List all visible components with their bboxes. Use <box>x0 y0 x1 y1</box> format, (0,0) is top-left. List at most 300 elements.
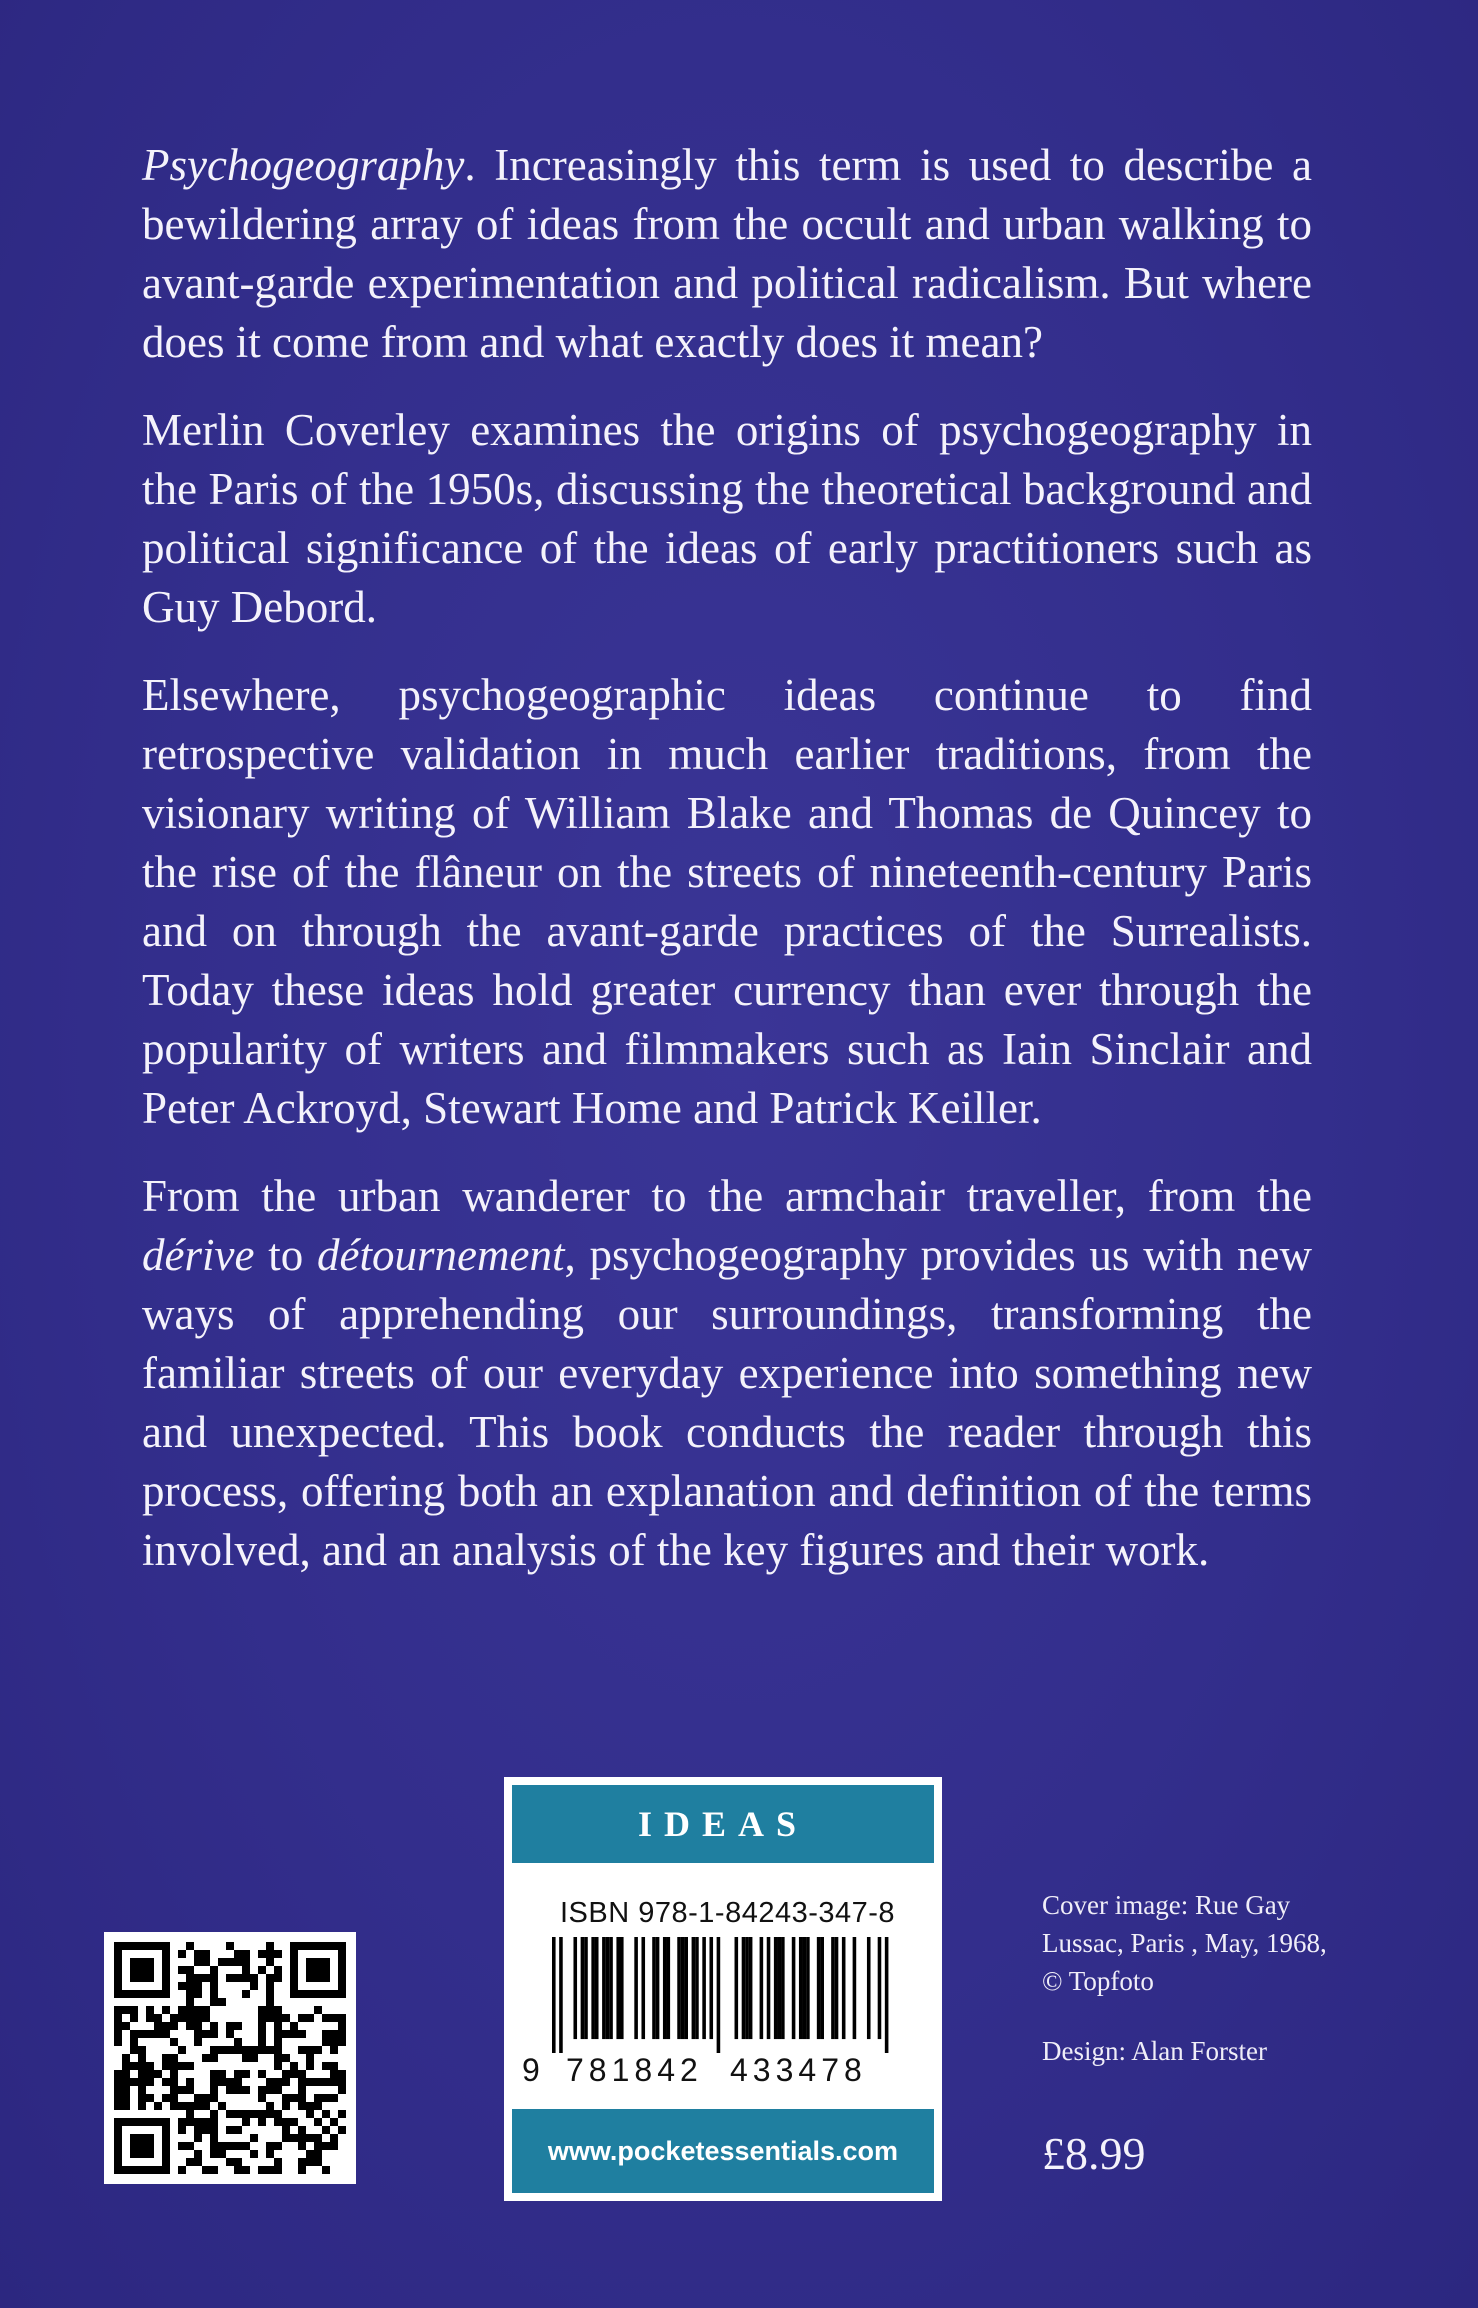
barcode-bar <box>584 1937 588 2039</box>
qr-module <box>130 2014 138 2022</box>
qr-module <box>114 2102 122 2110</box>
qr-module <box>122 2006 130 2014</box>
qr-module <box>298 2070 306 2078</box>
qr-module <box>154 2070 162 2078</box>
qr-module <box>258 2030 266 2038</box>
qr-module <box>194 2030 202 2038</box>
qr-module <box>322 2166 330 2174</box>
barcode-bar <box>620 1937 624 2039</box>
qr-module <box>234 2166 242 2174</box>
qr-module <box>186 1942 194 1950</box>
barcode-bar <box>656 1937 660 2039</box>
qr-module <box>338 2022 346 2030</box>
qr-module <box>162 2022 170 2030</box>
qr-module <box>210 2150 218 2158</box>
qr-module <box>314 2006 322 2014</box>
qr-module <box>314 2078 322 2086</box>
qr-module <box>290 2134 298 2142</box>
qr-module <box>210 2110 218 2118</box>
price: £8.99 <box>1042 2128 1146 2179</box>
qr-module <box>170 2022 178 2030</box>
qr-module <box>274 1950 282 1958</box>
qr-module <box>178 2086 186 2094</box>
barcode-bar <box>853 1937 857 2039</box>
qr-module <box>186 1990 194 1998</box>
qr-module <box>258 2014 266 2022</box>
qr-module <box>226 2078 234 2086</box>
qr-module <box>266 1982 274 1990</box>
barcode-bar <box>806 1937 810 2039</box>
qr-module <box>186 1974 194 1982</box>
barcode-digits <box>512 2052 934 2088</box>
qr-module <box>322 2078 330 2086</box>
qr-module <box>178 2142 186 2150</box>
qr-module <box>266 1942 274 1950</box>
qr-module <box>274 2062 282 2070</box>
barcode-bar <box>817 1937 821 2039</box>
qr-module <box>330 2094 338 2102</box>
qr-module <box>154 2030 162 2038</box>
qr-module <box>234 2110 242 2118</box>
qr-module <box>162 2062 170 2070</box>
qr-module <box>258 2006 266 2014</box>
qr-module <box>290 2062 298 2070</box>
qr-module <box>306 2102 314 2110</box>
qr-module <box>330 2118 338 2126</box>
qr-module <box>154 2022 162 2030</box>
barcode-bar <box>709 1937 713 2039</box>
qr-module <box>122 2070 130 2078</box>
qr-module <box>242 1990 250 1998</box>
qr-module <box>122 2022 130 2030</box>
qr-module <box>210 2094 218 2102</box>
qr-module <box>114 2086 122 2094</box>
qr-module <box>194 1990 202 1998</box>
qr-module <box>114 2022 122 2030</box>
qr-module <box>274 2166 282 2174</box>
qr-module <box>202 2054 210 2062</box>
qr-module <box>274 2118 282 2126</box>
qr-module <box>338 2078 346 2086</box>
blurb-paragraph-4-text-c: , psychogeography provides us with new ways of apprehending our surroundings, transforming the familiar streets of our everyday experience into something new and unexpected. This book conducts the reader through this process, offering both an explanation and definition of the terms involved, and an analysis of the key figures and their work. <box>142 1230 1312 1575</box>
qr-module <box>178 2126 186 2134</box>
qr-module <box>266 2006 274 2014</box>
qr-module <box>282 2014 290 2022</box>
qr-module <box>274 1966 282 1974</box>
blurb-paragraph-1-text: . Increasingly this term is used to describe a bewildering array of ideas from the occult and urban walking to avant-garde experimentation and political radicalism. But where does it come from and what exactly does it mean? <box>142 140 1312 367</box>
qr-module <box>138 2062 146 2070</box>
qr-module <box>186 1966 194 1974</box>
qr-module <box>234 2158 242 2166</box>
qr-module <box>130 2038 138 2046</box>
term-detournement: détournement <box>317 1230 565 1280</box>
qr-module <box>234 2046 242 2054</box>
barcode-digit-group-2: 433478 <box>730 2052 867 2088</box>
qr-module <box>194 2118 202 2126</box>
qr-module <box>226 1974 234 1982</box>
barcode-bar <box>606 1937 610 2039</box>
qr-module <box>210 2118 218 2126</box>
qr-module <box>162 2030 170 2038</box>
publisher-url: www.pocketessentials.com <box>512 2109 934 2193</box>
qr-module <box>170 2102 178 2110</box>
qr-module <box>186 2110 194 2118</box>
qr-module <box>266 1958 274 1966</box>
barcode-bar <box>663 1937 667 2039</box>
qr-module <box>178 1966 186 1974</box>
qr-module <box>338 2110 346 2118</box>
qr-module <box>210 2070 218 2078</box>
qr-module <box>314 2150 322 2158</box>
qr-module <box>186 2102 194 2110</box>
qr-module <box>338 2070 346 2078</box>
qr-module <box>266 2142 274 2150</box>
qr-module <box>210 2046 218 2054</box>
qr-module <box>242 1950 250 1958</box>
qr-module <box>282 2070 290 2078</box>
qr-code-image <box>114 1942 346 2174</box>
qr-module <box>130 2006 138 2014</box>
qr-module <box>202 2030 210 2038</box>
qr-module <box>290 2070 298 2078</box>
qr-module <box>226 2158 234 2166</box>
qr-module <box>314 2134 322 2142</box>
qr-module <box>322 2030 330 2038</box>
qr-module <box>226 2022 234 2030</box>
qr-module <box>298 2126 306 2134</box>
qr-module <box>138 2030 146 2038</box>
qr-module <box>114 2070 122 2078</box>
qr-module <box>210 2126 218 2134</box>
qr-module <box>266 2102 274 2110</box>
qr-module <box>330 2134 338 2142</box>
qr-module <box>122 2094 130 2102</box>
barcode-bar <box>781 1937 785 2039</box>
qr-finder-center <box>306 1958 330 1982</box>
qr-module <box>178 2046 186 2054</box>
book-title-italic: Psychogeography <box>142 140 465 190</box>
qr-module <box>242 2054 250 2062</box>
series-label: IDEAS <box>512 1785 934 1863</box>
qr-module <box>298 2094 306 2102</box>
qr-module <box>242 2118 250 2126</box>
qr-module <box>298 2102 306 2110</box>
qr-module <box>202 2166 210 2174</box>
qr-module <box>194 2102 202 2110</box>
qr-module <box>162 2078 170 2086</box>
qr-module <box>186 2022 194 2030</box>
qr-module <box>226 2086 234 2094</box>
qr-module <box>122 2054 130 2062</box>
qr-module <box>338 2038 346 2046</box>
qr-module <box>282 2102 290 2110</box>
qr-module <box>250 2150 258 2158</box>
qr-module <box>314 2142 322 2150</box>
qr-module <box>114 2014 122 2022</box>
qr-module <box>306 2046 314 2054</box>
qr-module <box>298 2086 306 2094</box>
qr-module <box>274 2022 282 2030</box>
qr-module <box>178 2006 186 2014</box>
qr-module <box>242 2110 250 2118</box>
qr-module <box>242 2046 250 2054</box>
qr-module <box>194 2006 202 2014</box>
qr-module <box>130 2046 138 2054</box>
qr-module <box>186 1982 194 1990</box>
qr-module <box>202 2006 210 2014</box>
qr-module <box>330 2062 338 2070</box>
qr-module <box>202 1950 210 1958</box>
qr-module <box>266 2110 274 2118</box>
qr-module <box>138 2054 146 2062</box>
qr-module <box>202 2094 210 2102</box>
qr-module <box>146 2014 154 2022</box>
qr-module <box>226 1942 234 1950</box>
qr-module <box>210 1974 218 1982</box>
qr-module <box>178 1982 186 1990</box>
blurb-paragraph-4 <box>142 1167 1312 1580</box>
qr-module <box>186 2006 194 2014</box>
qr-module <box>234 2070 242 2078</box>
qr-module <box>282 2054 290 2062</box>
blurb-paragraph-4-text-a: From the urban wanderer to the armchair traveller, from the <box>142 1171 1312 1221</box>
qr-module <box>298 2078 306 2086</box>
qr-module <box>194 2022 202 2030</box>
qr-module <box>138 2102 146 2110</box>
barcode-bar <box>842 1937 846 2039</box>
qr-module <box>242 2166 250 2174</box>
qr-module <box>170 2070 178 2078</box>
qr-module <box>210 1990 218 1998</box>
qr-module <box>210 1966 218 1974</box>
qr-module <box>250 2046 258 2054</box>
qr-module <box>258 2038 266 2046</box>
qr-module <box>330 2078 338 2086</box>
qr-module <box>298 2142 306 2150</box>
barcode-bar <box>677 1937 681 2039</box>
barcode-bar <box>702 1937 706 2039</box>
qr-module <box>210 2078 218 2086</box>
qr-module <box>258 1966 266 1974</box>
qr-module <box>250 2054 258 2062</box>
qr-module <box>138 2094 146 2102</box>
qr-module <box>194 1982 202 1990</box>
qr-module <box>226 2110 234 2118</box>
qr-module <box>234 2038 242 2046</box>
qr-module <box>274 1974 282 1982</box>
qr-module <box>138 2078 146 2086</box>
qr-module <box>202 2118 210 2126</box>
barcode-bar <box>573 1937 577 2039</box>
qr-module <box>330 2070 338 2078</box>
barcode-bar <box>552 1937 556 2053</box>
qr-module <box>306 2150 314 2158</box>
qr-module <box>274 2054 282 2062</box>
barcode-bar <box>581 1937 585 2039</box>
qr-module <box>178 2166 186 2174</box>
qr-module <box>298 2030 306 2038</box>
qr-module <box>322 2038 330 2046</box>
cover-image-credit: Cover image: Rue Gay Lussac, Paris , May, 1968, © Topfoto <box>1042 1890 1327 1996</box>
qr-module <box>146 2078 154 2086</box>
qr-module <box>218 2070 226 2078</box>
qr-module <box>210 2166 218 2174</box>
barcode-bar <box>667 1937 671 2039</box>
qr-module <box>282 2118 290 2126</box>
qr-module <box>114 2030 122 2038</box>
qr-module <box>242 2142 250 2150</box>
qr-module <box>170 2078 178 2086</box>
qr-module <box>226 2046 234 2054</box>
barcode-bar <box>735 1937 739 2039</box>
qr-module <box>210 2134 218 2142</box>
barcode-bar <box>885 1937 889 2053</box>
qr-module <box>194 1950 202 1958</box>
qr-module <box>130 2030 138 2038</box>
qr-module <box>274 2110 282 2118</box>
qr-module <box>322 2142 330 2150</box>
qr-module <box>242 1974 250 1982</box>
qr-module <box>306 2054 314 2062</box>
qr-module <box>314 2094 322 2102</box>
barcode-bar <box>634 1937 638 2039</box>
qr-module <box>194 1958 202 1966</box>
qr-module <box>210 2030 218 2038</box>
qr-module <box>298 2166 306 2174</box>
barcode-bar <box>835 1937 839 2039</box>
qr-module <box>194 1974 202 1982</box>
qr-module <box>266 2014 274 2022</box>
qr-module <box>282 2078 290 2086</box>
qr-module <box>210 1998 218 2006</box>
qr-module <box>226 2126 234 2134</box>
qr-module <box>218 2046 226 2054</box>
qr-module <box>298 2158 306 2166</box>
qr-module <box>170 2054 178 2062</box>
qr-module <box>178 2062 186 2070</box>
qr-module <box>250 2134 258 2142</box>
barcode-bar <box>803 1937 807 2039</box>
qr-module <box>266 1998 274 2006</box>
qr-module <box>170 2062 178 2070</box>
qr-module <box>186 2078 194 2086</box>
qr-module <box>186 1998 194 2006</box>
qr-module <box>314 2102 322 2110</box>
qr-module <box>258 2086 266 2094</box>
qr-module <box>298 2134 306 2142</box>
qr-module <box>258 2094 266 2102</box>
term-derive: dérive <box>142 1230 255 1280</box>
qr-module <box>274 2006 282 2014</box>
qr-module <box>202 1958 210 1966</box>
qr-module <box>290 2030 298 2038</box>
qr-module <box>330 2014 338 2022</box>
qr-module <box>194 2134 202 2142</box>
qr-module <box>282 2094 290 2102</box>
qr-module <box>234 2142 242 2150</box>
design-credit: Design: Alan Forster <box>1042 2036 1267 2066</box>
qr-module <box>186 2086 194 2094</box>
qr-module <box>194 2150 202 2158</box>
qr-module <box>258 2070 266 2078</box>
qr-module <box>338 2086 346 2094</box>
barcode-bar <box>684 1937 688 2039</box>
qr-module <box>210 2022 218 2030</box>
qr-module <box>298 2014 306 2022</box>
qr-module <box>274 2038 282 2046</box>
qr-module <box>314 2046 322 2054</box>
qr-module <box>202 2014 210 2022</box>
qr-module <box>338 2014 346 2022</box>
qr-module <box>338 2126 346 2134</box>
blurb-paragraph-3: Elsewhere, psychogeographic ideas continue to find retrospective validation in much earlier traditions, from the visionary writing of William Blake and Thomas de Quincey to the rise of the flâneur on the streets of nineteenth-century Paris and on through the avant-garde practices of the Surrealists. Today these ideas hold greater currency than ever through the popularity of writers and filmmakers such as Iain Sinclair and Peter Ackroyd, Stewart Home and Patrick Keiller. <box>142 670 1312 1133</box>
barcode-bar <box>616 1937 620 2039</box>
qr-module <box>138 2046 146 2054</box>
qr-module <box>218 2142 226 2150</box>
qr-module <box>266 2166 274 2174</box>
back-cover-blurb <box>142 136 1312 1609</box>
qr-module <box>274 2158 282 2166</box>
qr-module <box>138 2070 146 2078</box>
qr-module <box>210 2054 218 2062</box>
qr-module <box>274 2142 282 2150</box>
qr-module <box>306 2078 314 2086</box>
qr-module <box>234 2078 242 2086</box>
qr-module <box>210 2086 218 2094</box>
barcode-bar <box>717 1937 721 2053</box>
barcode-digit-lead: 9 <box>522 2052 545 2088</box>
qr-module <box>274 2086 282 2094</box>
qr-module <box>186 2142 194 2150</box>
barcode-bar <box>745 1937 749 2039</box>
qr-module <box>146 2094 154 2102</box>
barcode-bar <box>559 1937 563 2053</box>
qr-module <box>178 2118 186 2126</box>
barcode-bar <box>591 1937 595 2039</box>
qr-code <box>104 1932 356 2184</box>
qr-module <box>314 2158 322 2166</box>
qr-module <box>154 2102 162 2110</box>
barcode-bar <box>777 1937 781 2039</box>
qr-module <box>242 2086 250 2094</box>
qr-module <box>258 2046 266 2054</box>
barcode-digit-group-1: 781842 <box>566 2052 703 2088</box>
qr-module <box>226 2030 234 2038</box>
qr-module <box>194 2038 202 2046</box>
qr-module <box>178 1950 186 1958</box>
barcode-bar <box>595 1937 599 2039</box>
barcode-bar <box>792 1937 796 2039</box>
qr-module <box>202 2102 210 2110</box>
barcode-bar <box>641 1937 645 2039</box>
qr-module <box>330 2038 338 2046</box>
qr-module <box>234 1958 242 1966</box>
qr-module <box>266 2086 274 2094</box>
qr-module <box>258 2118 266 2126</box>
qr-module <box>146 2030 154 2038</box>
barcode-bar <box>878 1937 882 2039</box>
barcode-bar <box>602 1937 606 2039</box>
barcode-bar <box>695 1937 699 2039</box>
qr-module <box>322 2126 330 2134</box>
qr-module <box>322 2094 330 2102</box>
barcode-bars <box>552 1937 892 2053</box>
qr-module <box>210 2142 218 2150</box>
qr-module <box>242 1958 250 1966</box>
qr-module <box>258 2022 266 2030</box>
barcode-bar <box>681 1937 685 2039</box>
qr-module <box>250 2110 258 2118</box>
